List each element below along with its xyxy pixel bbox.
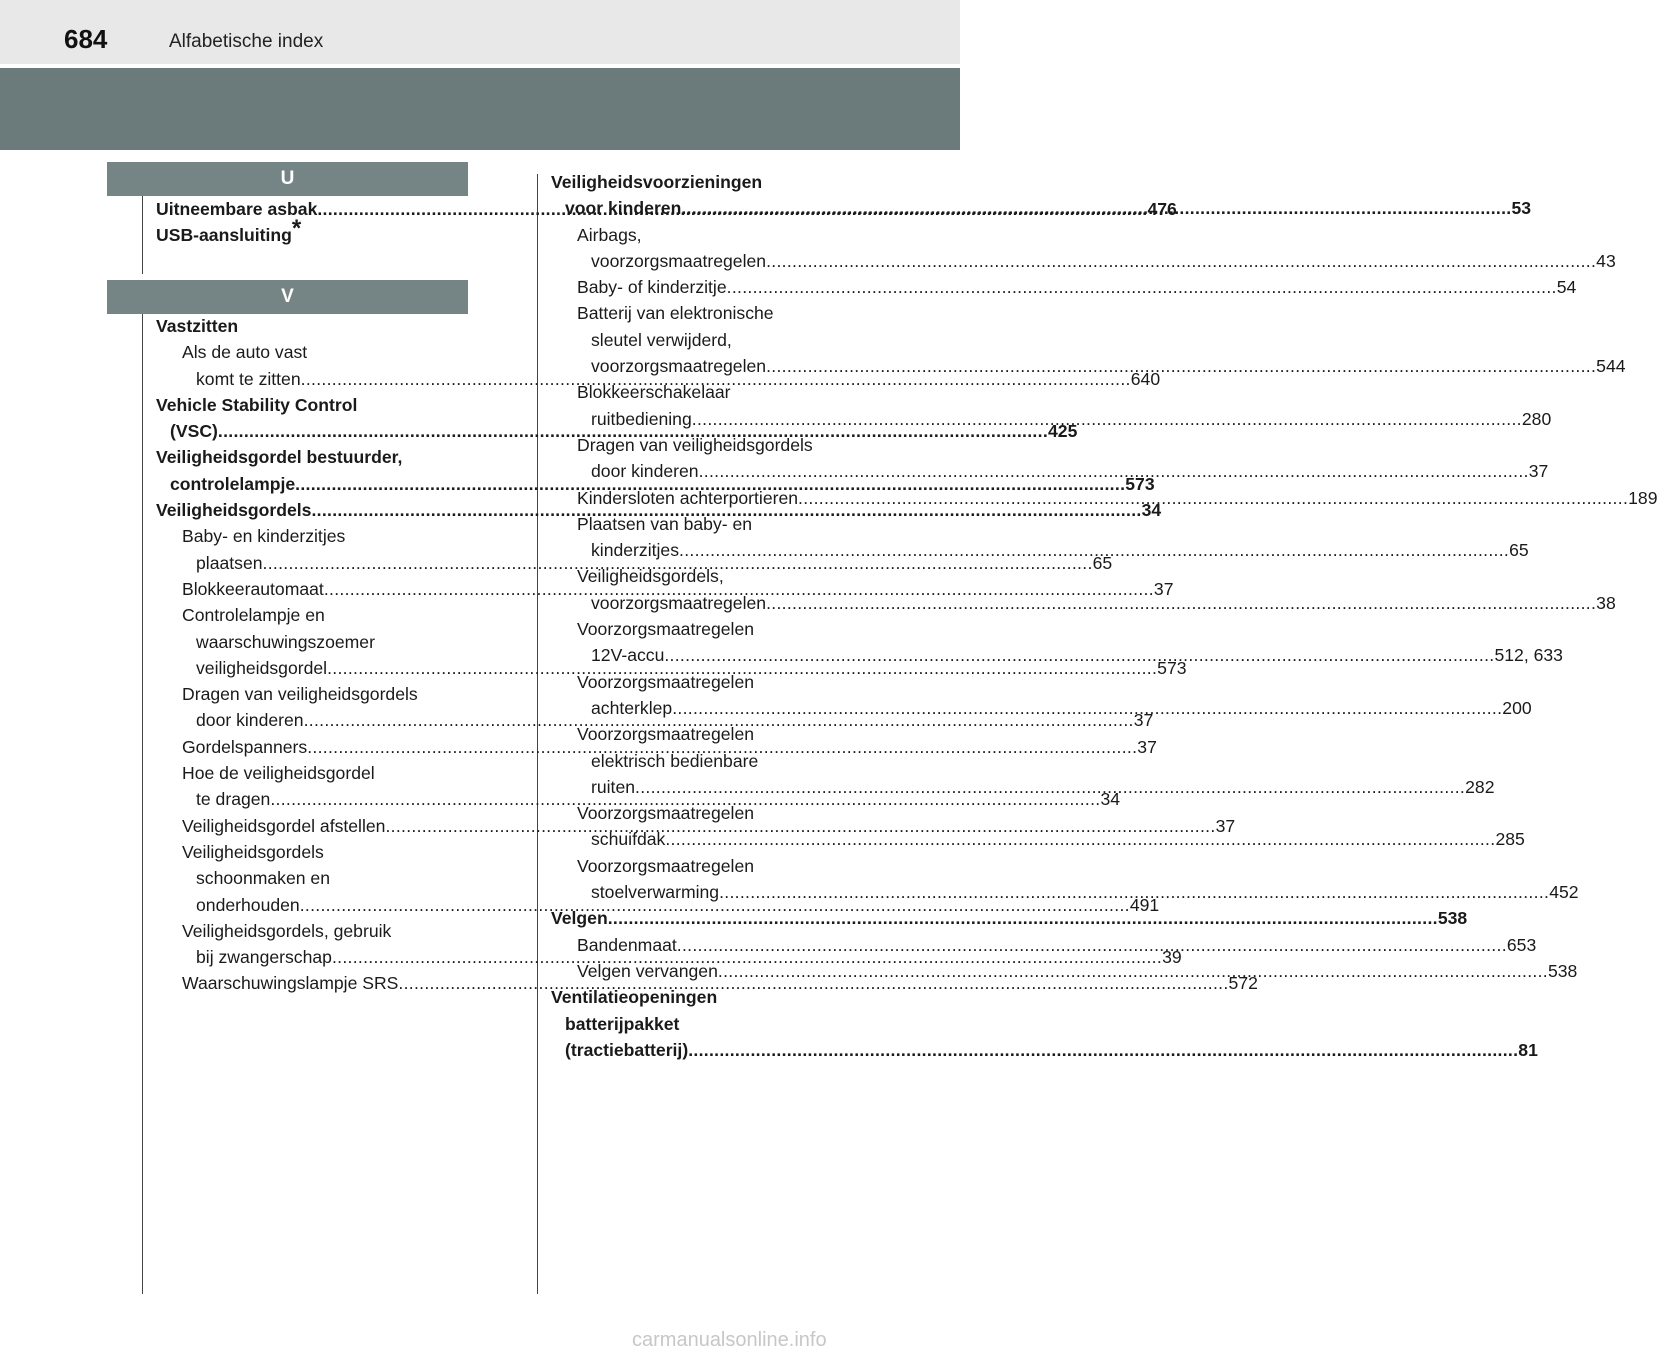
index-entry: Voorzorgsmaatregelen <box>577 855 755 876</box>
index-entry: Veiligheidsgordels <box>182 841 324 862</box>
page-title: Alfabetische index <box>169 31 324 52</box>
index-entry: (VSC)..... 425 <box>156 418 467 444</box>
index-entry: 12V-accu..... 512, 633 <box>551 642 861 668</box>
index-entry: Veiligheidsgordels, <box>577 566 724 587</box>
index-entry: door kinderen..... 37 <box>551 458 861 484</box>
index-entry: Veiligheidsvoorzieningen <box>551 172 763 192</box>
index-entry: Controlelampje en <box>182 605 325 626</box>
index-entry: schuifdak..... 285 <box>551 826 861 852</box>
section-header-u: U <box>107 162 468 196</box>
column-divider-u <box>142 196 143 274</box>
index-entry: kinderzitjes..... 65 <box>551 537 861 563</box>
index-entry: Waarschuwingslampje SRS..... 572 <box>156 970 467 996</box>
index-entry: Velgen..... 538 <box>551 905 861 931</box>
watermark: carmanualsonline.info <box>632 1329 827 1351</box>
index-entry: Voorzorgsmaatregelen <box>577 724 755 745</box>
index-entry: Batterij van elektronische <box>577 303 774 324</box>
index-entry: Baby- en kinderzitjes <box>182 526 346 547</box>
index-entry: Uitneembare asbak..... 476 <box>156 196 467 222</box>
page-number: 684 <box>64 24 108 54</box>
index-entry: Plaatsen van baby- en <box>577 513 753 534</box>
index-entry: Bandenmaat..... 653 <box>551 932 861 958</box>
index-entry: veiligheidsgordel..... 573 <box>156 655 467 681</box>
index-entry: Voorzorgsmaatregelen <box>577 671 755 692</box>
index-entry: plaatsen..... 65 <box>156 550 467 576</box>
index-entry: elektrisch bedienbare <box>591 750 759 771</box>
index-entry: Vehicle Stability Control <box>156 394 358 415</box>
index-entry: Veiligheidsgordels, gebruik <box>182 920 392 941</box>
index-entry: voorzorgsmaatregelen..... 38 <box>551 590 861 616</box>
column-divider-right <box>537 174 538 1294</box>
index-entry: door kinderen..... 37 <box>156 707 467 733</box>
index-entry: onderhouden..... 491 <box>156 892 467 918</box>
index-entry: Velgen vervangen..... 538 <box>551 958 861 984</box>
index-entry: Veiligheidsgordel bestuurder, <box>156 447 403 468</box>
index-entry: Veiligheidsgordel afstellen..... 37 <box>156 813 467 839</box>
index-entry: Baby- of kinderzitje..... 54 <box>551 274 861 300</box>
index-entry: bij zwangerschap..... 39 <box>156 944 467 970</box>
index-entry: (tractiebatterij)..... 81 <box>551 1037 861 1063</box>
header-band <box>0 68 960 150</box>
index-entry: waarschuwingszoemer <box>196 631 375 652</box>
index-entry: Dragen van veiligheidsgordels <box>577 434 813 455</box>
index-entry: controlelampje..... 573 <box>156 471 467 497</box>
section-header-v: V <box>107 280 468 314</box>
column-divider-v <box>142 313 143 1294</box>
index-entry: Kindersloten achterportieren..... 189 <box>551 485 861 511</box>
index-entry: Blokkeerschakelaar <box>577 382 731 403</box>
index-entry: Voorzorgsmaatregelen <box>577 619 755 640</box>
index-entry: Voorzorgsmaatregelen <box>577 803 755 824</box>
index-entry: ruitbediening..... 280 <box>551 406 861 432</box>
index-entry: sleutel verwijderd, <box>591 329 732 350</box>
index-entry: stoelverwarming..... 452 <box>551 879 861 905</box>
index-entry: Als de auto vast <box>182 342 308 363</box>
index-entry: komt te zitten..... 640 <box>156 366 467 392</box>
index-entry: Blokkeerautomaat..... 37 <box>156 576 467 602</box>
index-entry: ruiten..... 282 <box>551 774 861 800</box>
index-entry: voor kinderen..... 53 <box>551 195 861 221</box>
index-entry: Airbags, <box>577 224 642 245</box>
index-entry: Ventilatieopeningen <box>551 987 718 1008</box>
index-entry: te dragen..... 34 <box>156 786 467 812</box>
index-entry: Dragen van veiligheidsgordels <box>182 684 418 705</box>
footnote-asterisk: * <box>291 215 302 243</box>
index-entry: USB-aansluiting* <box>156 215 302 246</box>
index-entry: Gordelspanners..... 37 <box>156 734 467 760</box>
index-entry: schoonmaken en <box>196 868 330 889</box>
index-entry: Veiligheidsgordels..... 34 <box>156 497 467 523</box>
index-entry: Hoe de veiligheidsgordel <box>182 763 375 784</box>
index-entry: Vastzitten <box>156 316 239 336</box>
index-entry: batterijpakket <box>565 1013 680 1034</box>
index-entry: voorzorgsmaatregelen..... 43 <box>551 248 861 274</box>
page-header <box>0 0 960 64</box>
index-entry: achterklep..... 200 <box>551 695 861 721</box>
index-entry: voorzorgsmaatregelen..... 544 <box>551 353 861 379</box>
